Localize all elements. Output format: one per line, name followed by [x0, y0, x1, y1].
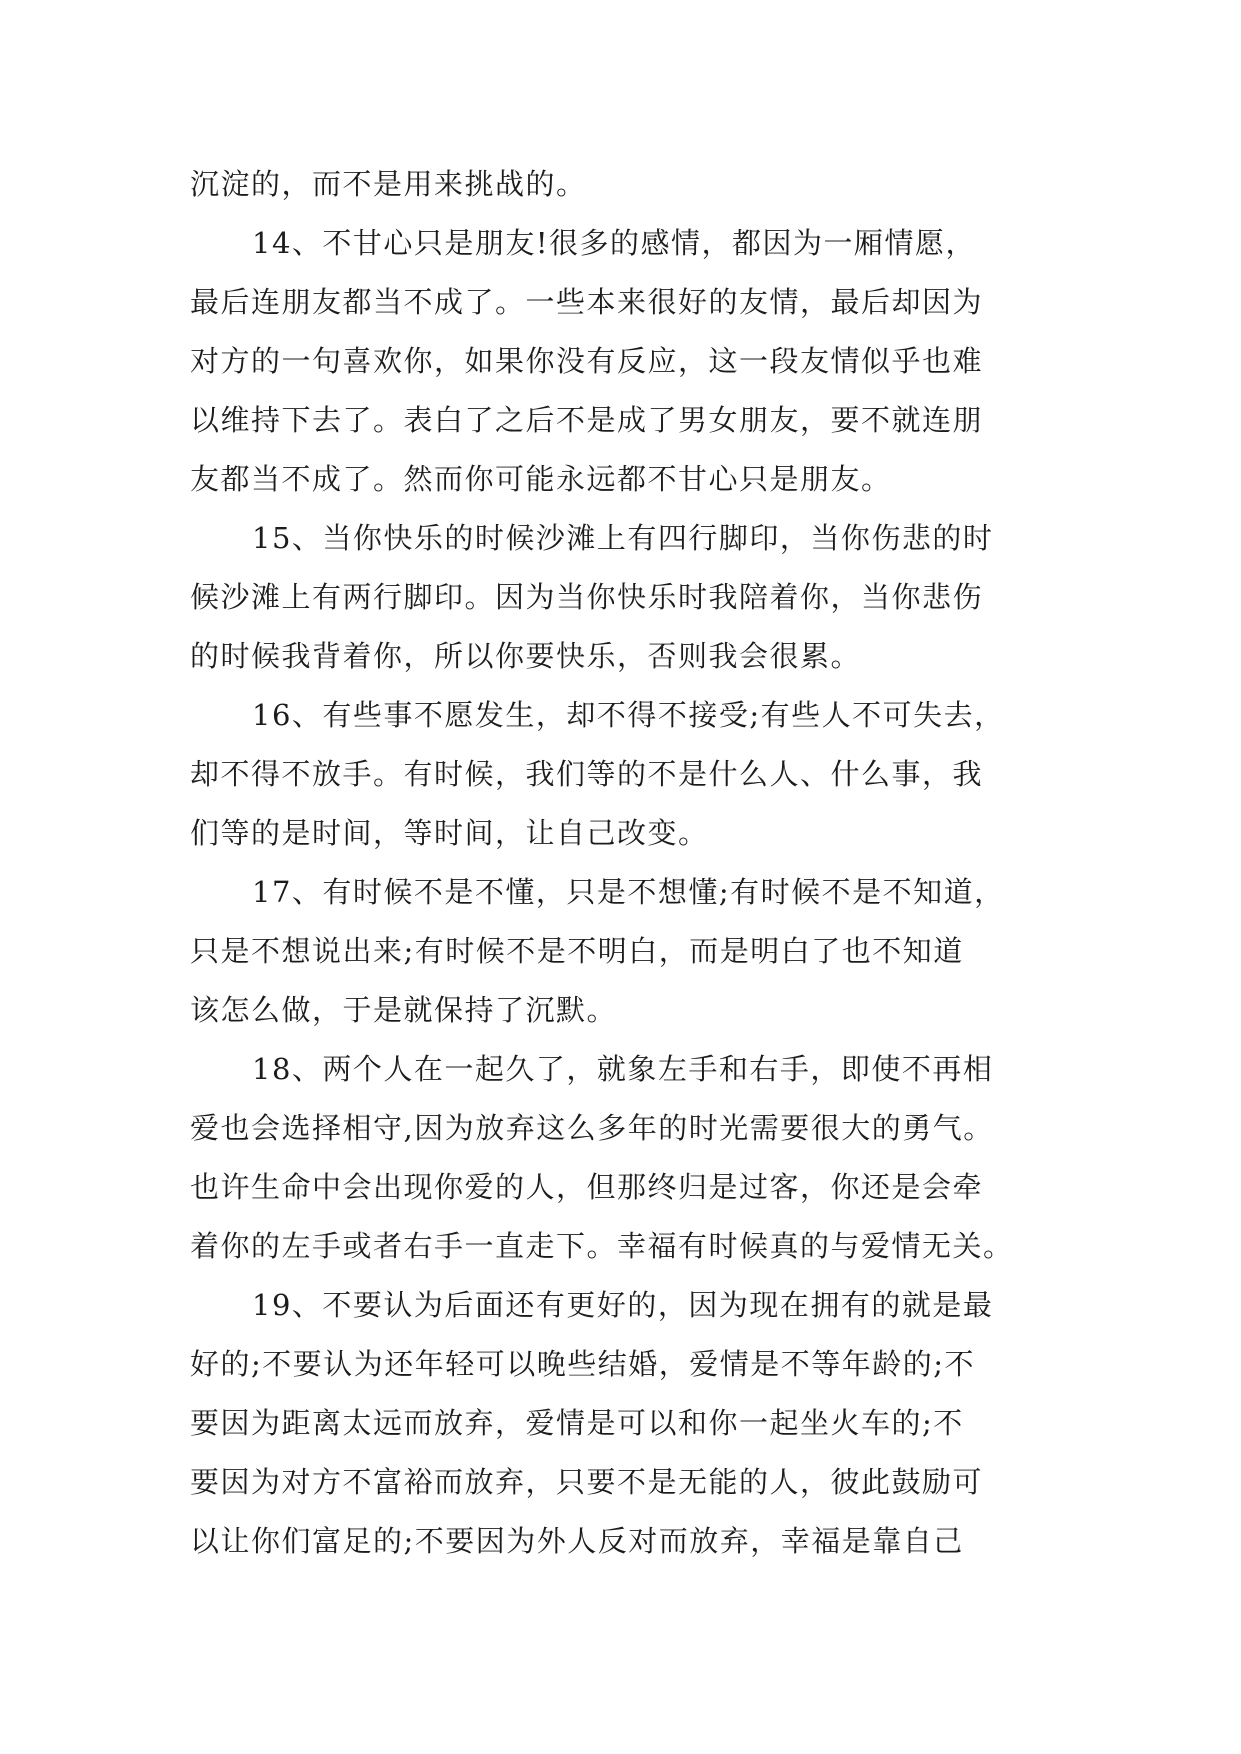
text-line: 着你的左手或者右手一直走下。幸福有时候真的与爱情无关。 [190, 1229, 1014, 1263]
text-line: 最后连朋友都当不成了。一些本来很好的友情，最后却因为 [190, 285, 984, 319]
text-line: 以维持下去了。表白了之后不是成了男女朋友，要不就连朋 [190, 403, 984, 437]
paragraph-14-first-line: 14、不甘心只是朋友!很多的感情，都因为一厢情愿， [252, 226, 977, 260]
text-line: 只是不想说出来;有时候不是不明白，而是明白了也不知道 [190, 934, 964, 968]
text-line: 该怎么做，于是就保持了沉默。 [190, 993, 618, 1027]
text-line: 沉淀的，而不是用来挑战的。 [190, 167, 587, 201]
text-line: 候沙滩上有两行脚印。因为当你快乐时我陪着你，当你悲伤 [190, 580, 984, 614]
text-line: 以让你们富足的;不要因为外人反对而放弃，幸福是靠自己 [190, 1524, 964, 1558]
paragraph-18-first-line: 18、两个人在一起久了，就象左手和右手，即使不再相 [252, 1052, 994, 1086]
body-text [190, 155, 1070, 1571]
paragraph-15-first-line: 15、当你快乐的时候沙滩上有四行脚印，当你伤悲的时 [252, 521, 994, 555]
text-line: 对方的一句喜欢你，如果你没有反应，这一段友情似乎也难 [190, 344, 984, 378]
text-line: 好的;不要认为还年轻可以晚些结婚，爱情是不等年龄的;不 [190, 1347, 976, 1381]
text-line: 友都当不成了。然而你可能永远都不甘心只是朋友。 [190, 462, 892, 496]
text-line: 要因为距离太远而放弃，爱情是可以和你一起坐火车的;不 [190, 1406, 964, 1440]
text-line: 的时候我背着你，所以你要快乐，否则我会很累。 [190, 639, 862, 673]
paragraph-16-first-line: 16、有些事不愿发生，却不得不接受;有些人不可失去， [252, 698, 1005, 732]
text-line: 们等的是时间，等时间，让自己改变。 [190, 816, 709, 850]
paragraph-17-first-line: 17、有时候不是不懂，只是不想懂;有时候不是不知道， [252, 875, 1005, 909]
text-line: 爱也会选择相守,因为放弃这么多年的时光需要很大的勇气。 [190, 1111, 994, 1145]
text-line: 要因为对方不富裕而放弃，只要不是无能的人，彼此鼓励可 [190, 1465, 984, 1499]
text-line: 也许生命中会出现你爱的人，但那终归是过客，你还是会牵 [190, 1170, 984, 1204]
text-line: 却不得不放手。有时候，我们等的不是什么人、什么事，我 [190, 757, 984, 791]
paragraph-19-first-line: 19、不要认为后面还有更好的，因为现在拥有的就是最 [252, 1288, 994, 1322]
